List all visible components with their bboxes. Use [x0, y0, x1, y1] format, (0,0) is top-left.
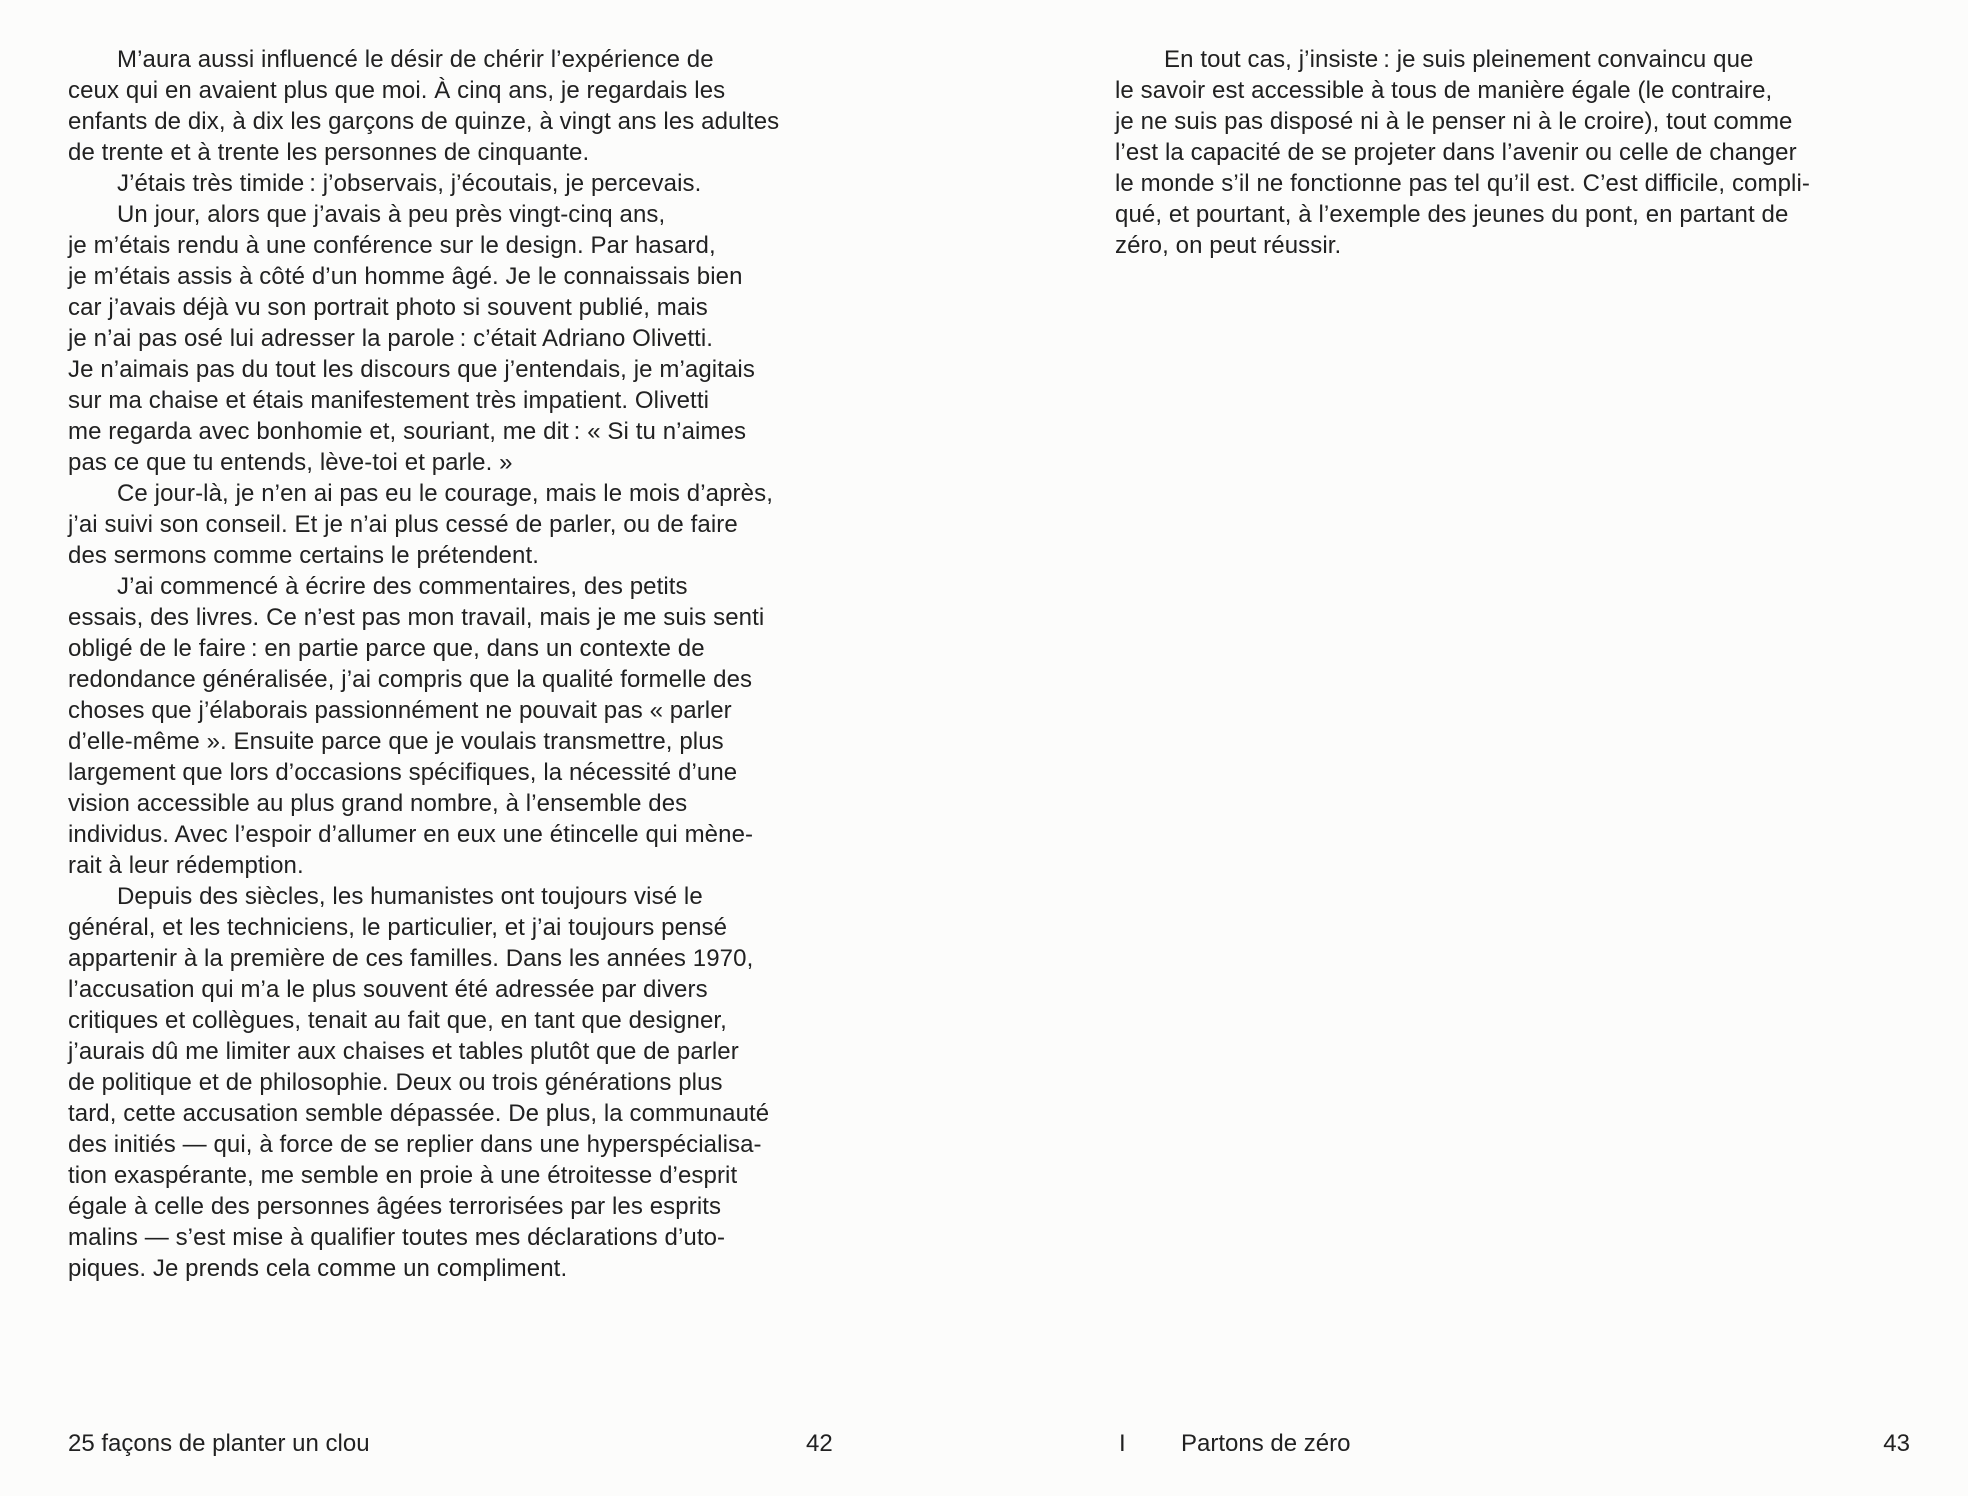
text-line: tion exaspérante, me semble en proie à une étroitesse d’esprit: [68, 1162, 738, 1189]
text-line: tard, cette accusation semble dépassée. De plus, la communauté: [68, 1100, 770, 1127]
text-line: enfants de dix, à dix les garçons de quinze, à vingt ans les adultes: [68, 108, 780, 135]
text-line: sur ma chaise et étais manifestement très impatient. Olivetti: [68, 387, 710, 414]
text-line: Depuis des siècles, les humanistes ont toujours visé le: [117, 883, 703, 910]
text-line: des initiés — qui, à force de se replier dans une hyperspécialisa-: [68, 1131, 762, 1158]
text-line: de trente et à trente les personnes de cinquante.: [68, 139, 590, 166]
text-line: général, et les techniciens, le particulier, et j’ai toujours pensé: [68, 914, 728, 941]
text-line: d’elle-même ». Ensuite parce que je voulais transmettre, plus: [68, 728, 724, 755]
text-line: En tout cas, j’insiste : je suis pleinement convaincu que: [1164, 46, 1754, 73]
text-line: l’est la capacité de se projeter dans l’avenir ou celle de changer: [1115, 139, 1797, 166]
text-line: essais, des livres. Ce n’est pas mon travail, mais je me suis senti: [68, 604, 765, 631]
text-line: appartenir à la première de ces familles. Dans les années 1970,: [68, 945, 754, 972]
text-line: piques. Je prends cela comme un compliment.: [68, 1255, 568, 1282]
text-line: qué, et pourtant, à l’exemple des jeunes du pont, en partant de: [1115, 201, 1789, 228]
footer-book-title: 25 façons de planter un clou: [68, 1430, 370, 1457]
text-line: je ne suis pas disposé ni à le penser ni à le croire), tout comme: [1115, 108, 1793, 135]
text-line: pas ce que tu entends, lève-toi et parle. »: [68, 449, 513, 476]
text-line: critiques et collègues, tenait au fait que, en tant que designer,: [68, 1007, 727, 1034]
text-line: de politique et de philosophie. Deux ou trois générations plus: [68, 1069, 723, 1096]
text-line: car j’avais déjà vu son portrait photo si souvent publié, mais: [68, 294, 708, 321]
left-page-text-block: [68, 44, 908, 1284]
text-line: me regarda avec bonhomie et, souriant, me dit : « Si tu n’aimes: [68, 418, 747, 445]
text-line: J’ai commencé à écrire des commentaires, des petits: [117, 573, 688, 600]
text-line: je m’étais assis à côté d’un homme âgé. Je le connaissais bien: [68, 263, 743, 290]
text-line: Un jour, alors que j’avais à peu près vingt-cinq ans,: [117, 201, 666, 228]
text-line: largement que lors d’occasions spécifiques, la nécessité d’une: [68, 759, 738, 786]
text-line: je m’étais rendu à une conférence sur le design. Par hasard,: [68, 232, 716, 259]
text-line: obligé de le faire : en partie parce que, dans un contexte de: [68, 635, 705, 662]
text-line: l’accusation qui m’a le plus souvent été adressée par divers: [68, 976, 708, 1003]
right-page-text-block: [1115, 44, 1955, 261]
footer-chapter-numeral: I: [1119, 1430, 1126, 1457]
text-line: le savoir est accessible à tous de manière égale (le contraire,: [1115, 77, 1773, 104]
footer-chapter-title: Partons de zéro: [1181, 1430, 1351, 1457]
text-line: Ce jour-là, je n’en ai pas eu le courage, mais le mois d’après,: [117, 480, 773, 507]
text-line: égale à celle des personnes âgées terrorisées par les esprits: [68, 1193, 722, 1220]
text-line: individus. Avec l’espoir d’allumer en eux une étincelle qui mène-: [68, 821, 754, 848]
text-line: J’étais très timide : j’observais, j’écoutais, je percevais.: [117, 170, 702, 197]
footer-page-number-right: 43: [1883, 1430, 1910, 1457]
text-line: M’aura aussi influencé le désir de chérir l’expérience de: [117, 46, 714, 73]
text-line: j’ai suivi son conseil. Et je n’ai plus cessé de parler, ou de faire: [68, 511, 738, 538]
text-line: le monde s’il ne fonctionne pas tel qu’il est. C’est difficile, compli-: [1115, 170, 1810, 197]
text-line: Je n’aimais pas du tout les discours que j’entendais, je m’agitais: [68, 356, 755, 383]
text-line: malins — s’est mise à qualifier toutes mes déclarations d’uto-: [68, 1224, 726, 1251]
text-line: je n’ai pas osé lui adresser la parole : c’était Adriano Olivetti.: [68, 325, 714, 352]
text-line: rait à leur rédemption.: [68, 852, 304, 879]
text-line: redondance généralisée, j’ai compris que la qualité formelle des: [68, 666, 753, 693]
text-line: zéro, on peut réussir.: [1115, 232, 1342, 259]
text-line: des sermons comme certains le prétendent.: [68, 542, 539, 569]
text-line: ceux qui en avaient plus que moi. À cinq ans, je regardais les: [68, 77, 726, 104]
text-line: j’aurais dû me limiter aux chaises et tables plutôt que de parler: [68, 1038, 739, 1065]
text-line: choses que j’élaborais passionnément ne pouvait pas « parler: [68, 697, 732, 724]
footer-page-number-left: 42: [806, 1430, 833, 1457]
text-line: vision accessible au plus grand nombre, à l’ensemble des: [68, 790, 688, 817]
